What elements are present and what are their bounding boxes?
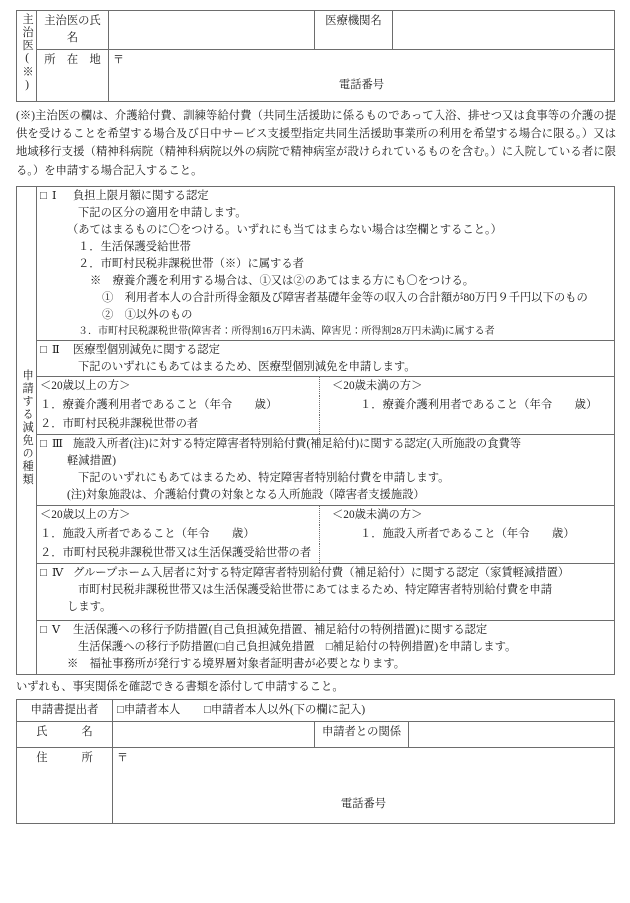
submitter-option-self-label: 申請者本人 — [123, 704, 181, 716]
item-3-line-1: 軽減措置) — [67, 455, 116, 468]
reduction-types-table — [16, 186, 615, 675]
item-2-left-option-2[interactable]: ２．市町村民税非課税世帯の者 — [37, 415, 320, 434]
item-5-heading[interactable] — [40, 622, 611, 639]
doctor-section-note: (※)主治医の欄は、介護給付費、訓練等給付費（共同生活援助に係るものであって入浴、排せつ又は食事等の介護の提供を受けることを希望する場合及び日中サービス支援型指定共同生活援助事業所の利用を希望する場合に限る。）又は地域移行支援（精神科病院（精神科病院以外の病院で精神病室が設けられているものを含む。）に入院している者に限る。）を申請する場合記入すること。 — [16, 109, 616, 177]
item-2-title: 医療型個別減免に関する認定 — [73, 343, 220, 356]
types-section-vertical-label — [17, 187, 37, 675]
submitter-option-other-label: 申請者本人以外(下の欄に記入) — [210, 704, 366, 716]
item-1-option-3[interactable]: ３．市町村民税課税世帯(障害者：所得割16万円未満、障害児：所得割28万円未満)に属する者 — [78, 325, 495, 337]
closing-note: いずれも、事実関係を確認できる書類を添付して申請すること。 — [16, 680, 344, 693]
applicant-name-row — [17, 721, 615, 747]
item-2-line-1: 下記のいずれにもあてはまるため、医療型個別減免を申請します。 — [78, 360, 416, 373]
item-3-line-3: (注)対象施設は、介護給付費の対象となる入所施設（障害者支援施設） — [67, 489, 425, 502]
applicant-relation-label: 申請者との関係 — [315, 721, 409, 747]
checkbox-icon[interactable]: □ — [40, 343, 47, 356]
applicant-name-input[interactable] — [113, 721, 315, 747]
item-3-right-option-1[interactable]: １．施設入所者であること（年令 歳） — [320, 525, 615, 544]
item-5-title: 生活保護への移行予防措置(自己負担減免措置、補足給付の特例措置)に関する認定 — [73, 623, 488, 636]
item-3-block[interactable] — [37, 435, 615, 506]
applicant-phone-label: 電話番号 — [340, 798, 387, 811]
submitter-row — [17, 700, 615, 722]
checkbox-icon[interactable]: □ — [40, 190, 47, 203]
item-3-left-header: ＜20歳以上の方＞ — [37, 506, 320, 525]
item-2-block[interactable] — [37, 340, 615, 377]
item-4-title: グループホーム入居者に対する特定障害者特別給付費（補足給付）に関する認定（家賃軽減措置） — [73, 566, 570, 579]
doctor-address-row — [17, 49, 615, 101]
checkbox-icon[interactable]: □ — [40, 438, 47, 451]
item-3-split-line1-row — [17, 525, 615, 544]
item-3-right-spacer — [320, 544, 615, 563]
postal-mark-icon: 〒 — [113, 53, 124, 66]
item-2-right-spacer — [320, 415, 615, 434]
types-vertical-label-text: 申請する減免の種類 — [21, 368, 34, 486]
item-2-heading[interactable] — [40, 342, 611, 359]
submitter-option-other[interactable] — [204, 702, 365, 719]
item-2-split-header-row — [17, 377, 615, 396]
item-3-title: 施設入所者(注)に対する特定障害者特別給付費(補足給付)に関する認定(入所施設の食費等 — [73, 438, 522, 451]
item-1-title: 負担上限月額に関する認定 — [73, 190, 209, 203]
item-4-line-2: します。 — [67, 600, 112, 613]
item-3-numeral: Ⅲ — [52, 438, 63, 451]
submitter-label: 申請書提出者 — [17, 700, 113, 722]
item-2-split-line1-row — [17, 396, 615, 415]
item-5-numeral: Ⅴ — [52, 623, 61, 636]
medical-institution-label: 医療機関名 — [315, 11, 393, 50]
checkbox-icon[interactable]: □ — [117, 704, 124, 716]
item-4-block[interactable] — [37, 563, 615, 620]
doctor-phone-label: 電話番号 — [338, 79, 385, 92]
doctor-address-label: 所 在 地 — [37, 49, 109, 101]
doctor-name-row — [17, 11, 615, 50]
medical-institution-input[interactable] — [393, 11, 615, 50]
item-2-right-header: ＜20歳未満の方＞ — [320, 377, 615, 396]
item-3-header-row — [17, 435, 615, 506]
item-3-left-option-1[interactable]: １．施設入所者であること（年令 歳） — [37, 525, 320, 544]
applicant-address-row — [17, 747, 615, 823]
applicant-name-label: 氏 名 — [17, 721, 113, 747]
checkbox-icon[interactable]: □ — [40, 566, 47, 579]
item-1-option-2[interactable]: ２．市町村民税非課税世帯（※）に属する者 — [78, 257, 304, 270]
item-1-suboption-1[interactable]: ① 利用者本人の合計所得金額及び障害者基礎年金等の収入の合計額が80万円９千円以下のもの — [102, 291, 588, 304]
checkbox-icon[interactable]: □ — [203, 704, 211, 716]
item-2-split-line2-row — [17, 415, 615, 434]
checkbox-icon[interactable]: □ — [40, 623, 47, 636]
item-3-left-option-2[interactable]: ２．市町村民税非課税世帯又は生活保護受給世帯の者 — [37, 544, 320, 563]
submitter-options-cell[interactable] — [113, 700, 615, 722]
item-1-option-1[interactable]: １．生活保護受給世帯 — [78, 240, 191, 253]
item-4-heading[interactable] — [40, 565, 611, 582]
item-5-row — [17, 620, 615, 674]
item-2-right-option-1[interactable]: １．療養介護利用者であること（年令 歳） — [320, 396, 615, 415]
item-2-left-option-1[interactable]: １．療養介護利用者であること（年令 歳） — [37, 396, 320, 415]
applicant-relation-input[interactable] — [409, 721, 615, 747]
item-4-numeral: Ⅳ — [52, 566, 64, 579]
doctor-section-vertical-label — [17, 11, 37, 102]
item-5-line-2: ※ 福祉事務所が発行する境界層対象者証明書が必要となります。 — [67, 657, 406, 670]
item-2-left-header: ＜20歳以上の方＞ — [37, 377, 320, 396]
item-1-suboption-2[interactable]: ② ①以外のもの — [102, 308, 193, 321]
item-3-split-header-row — [17, 506, 615, 525]
item-2-header-row — [17, 340, 615, 377]
item-1-block[interactable] — [37, 187, 615, 341]
item-1-line-1: 下記の区分の適用を申請します。 — [78, 207, 247, 219]
types-body-row — [17, 187, 615, 341]
applicant-address-cell[interactable] — [113, 747, 615, 823]
item-1-numeral: Ⅰ — [52, 190, 57, 203]
item-5-line-1[interactable]: 生活保護への移行予防措置(□自己負担減免措置 □補足給付の特例措置)を申請します。 — [78, 640, 517, 653]
item-5-block[interactable] — [37, 620, 615, 674]
item-1-line-2: （あてはまるものに〇をつける。いずれにも当てはまらない場合は空欄とすること。） — [67, 223, 502, 236]
doctor-name-input[interactable] — [109, 11, 315, 50]
item-3-split-line2-row — [17, 544, 615, 563]
applicant-table — [16, 699, 615, 824]
item-4-row — [17, 563, 615, 620]
applicant-address-label: 住 所 — [17, 747, 113, 823]
postal-mark-icon: 〒 — [117, 751, 128, 764]
item-2-numeral: Ⅱ — [52, 343, 60, 356]
item-1-subnote: ※ 療養介護を利用する場合は、①又は②のあてはまる方にも〇をつける。 — [90, 274, 475, 287]
attending-doctor-table — [16, 10, 615, 102]
doctor-address-cell[interactable] — [109, 49, 615, 101]
doctor-vertical-label-text: 主治医(※) — [21, 13, 34, 93]
item-3-heading[interactable] — [40, 436, 611, 453]
item-3-line-2: 下記のいずれにもあてはまるため、特定障害者特別給付費を申請します。 — [78, 472, 450, 485]
doctor-name-label: 主治医の氏名 — [37, 11, 109, 50]
item-3-right-header: ＜20歳未満の方＞ — [320, 506, 615, 525]
submitter-option-self[interactable] — [117, 702, 180, 719]
item-1-heading[interactable] — [40, 188, 611, 205]
item-4-line-1: 市町村民税非課税世帯又は生活保護受給世帯にあてはまるため、特定障害者特別給付費を申請 — [78, 583, 553, 596]
